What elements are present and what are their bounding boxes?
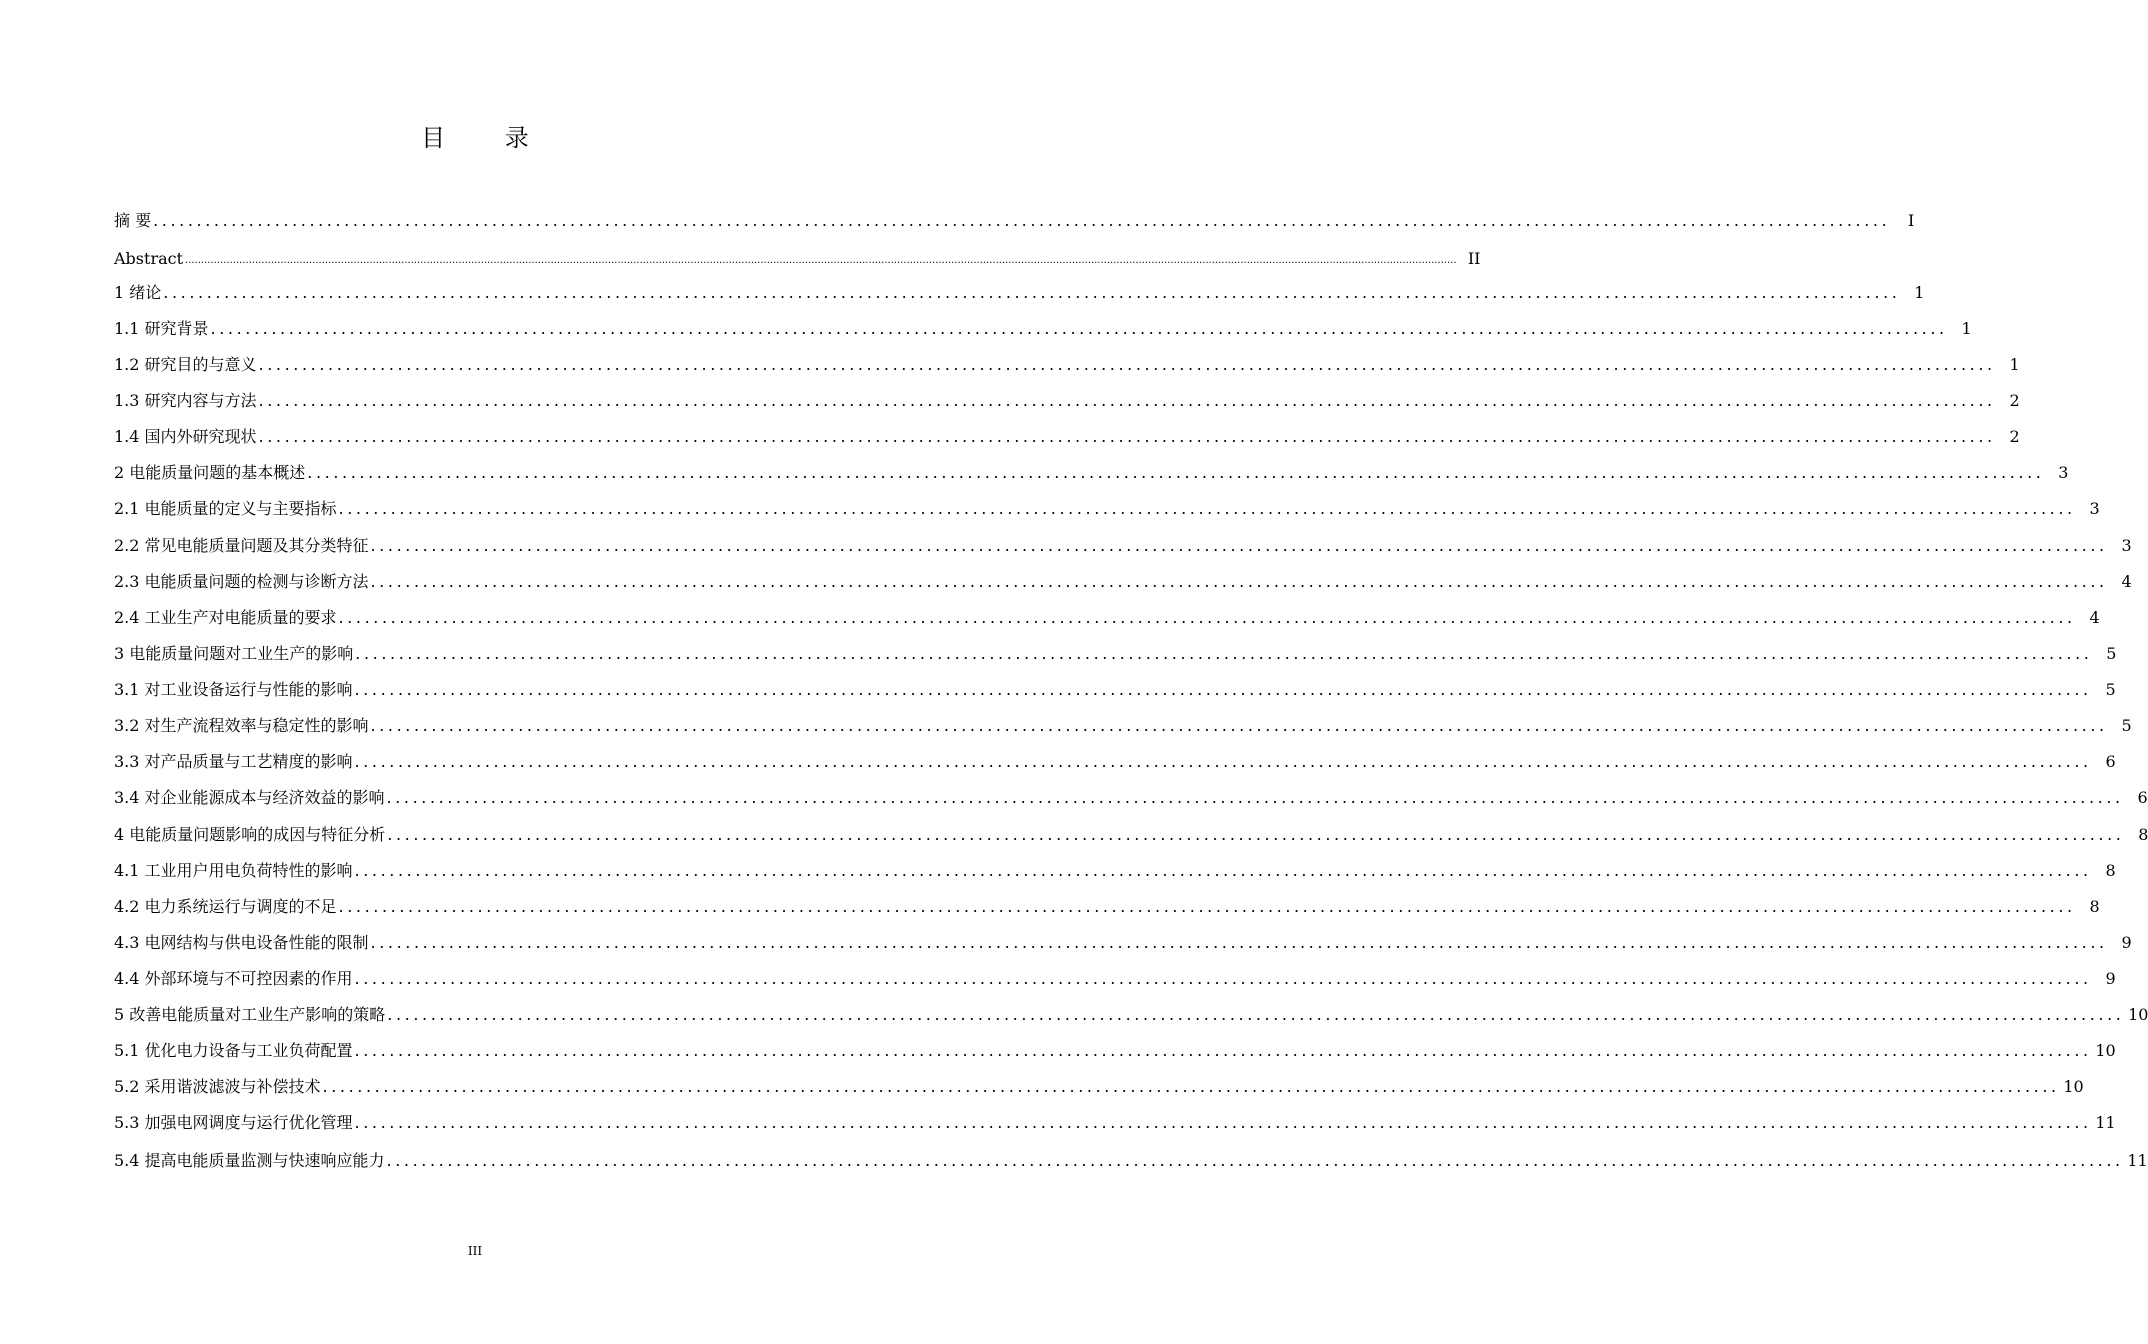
page-number: III [467, 1244, 483, 1258]
toc-entry-page: 1 [2009, 355, 2020, 374]
toc-entry[interactable] [114, 605, 2100, 629]
toc-dot-leader: ........................................................................................................................................................................................................ [258, 427, 1996, 446]
toc-entry[interactable] [114, 533, 2132, 557]
toc-entry[interactable] [114, 1148, 2148, 1172]
toc-entry-label: 5.4 提高电能质量监测与快速响应能力 [114, 1151, 385, 1170]
toc-entry[interactable] [114, 424, 2020, 448]
toc-entry-label: 4 电能质量问题影响的成因与特征分析 [114, 825, 386, 844]
toc-entry[interactable] [114, 1110, 2116, 1134]
toc-dot-leader: ........................................................................................................................................................................................................ [354, 1113, 2092, 1132]
toc-entry-page: 6 [2137, 788, 2148, 807]
toc-entry-page: 2 [2009, 391, 2020, 410]
toc-entry-label: 2.1 电能质量的定义与主要指标 [114, 499, 337, 518]
toc-dot-leader: ........................................................................................................................................................................................................ [354, 680, 2092, 699]
toc-entry[interactable] [114, 677, 2116, 701]
toc-dot-leader: ........................................................................................................................................................................................................ [258, 355, 1996, 374]
toc-entry-label: 5.2 采用谐波滤波与补偿技术 [114, 1077, 321, 1096]
toc-entry-label: 2.4 工业生产对电能质量的要求 [114, 608, 337, 627]
toc-dot-leader: ........................................................................................................................................................................................................ [163, 283, 1901, 302]
toc-entry[interactable] [114, 822, 2148, 846]
toc-entry[interactable] [114, 1074, 2084, 1098]
toc-entry-label: 4.4 外部环境与不可控因素的作用 [114, 969, 353, 988]
toc-dot-leader: ........................................................................................................................................................................................................ [387, 1005, 2125, 1024]
toc-entry-label: 1.2 研究目的与意义 [114, 355, 257, 374]
toc-entry-label: 2 电能质量问题的基本概述 [114, 463, 306, 482]
toc-entry-label: 4.1 工业用户用电负荷特性的影响 [114, 861, 353, 880]
toc-entry-label: 1 绪论 [114, 283, 162, 302]
toc-entry-label: 3.1 对工业设备运行与性能的影响 [114, 680, 353, 699]
toc-dot-leader: ........................................................................................................................................................................................................ [338, 608, 2076, 627]
toc-dot-leader: ........................................................................................................................................................................................................ [354, 1041, 2092, 1060]
toc-entry-page: 10 [2128, 1005, 2148, 1024]
toc-dot-leader: ........................................................................................................................................................................................................ [338, 897, 2076, 916]
toc-entry-page: 5 [2105, 680, 2116, 699]
toc-dot-leader: ........................................................................................................................................................................................................ [370, 572, 2108, 591]
toc-entry-page: 4 [2089, 608, 2100, 627]
toc-entry-page: 8 [2089, 897, 2100, 916]
toc-entry-label: 摘 要 [114, 211, 152, 230]
toc-entry[interactable] [114, 930, 2132, 954]
toc-entry-page: 5 [2106, 644, 2117, 663]
toc-entry-page: II [1467, 249, 1481, 268]
toc-entry[interactable] [114, 749, 2116, 773]
toc-entry-label: 3.3 对产品质量与工艺精度的影响 [114, 752, 353, 771]
toc-dot-leader: ........................................................................................................................................................................................................ [355, 644, 2093, 663]
toc-entry-label: 1.1 研究背景 [114, 319, 209, 338]
toc-entry-page: 4 [2121, 572, 2132, 591]
toc-entry[interactable] [114, 352, 2020, 376]
toc-entry-page: 3 [2089, 499, 2100, 518]
toc-entry-label: 5.1 优化电力设备与工业负荷配置 [114, 1041, 353, 1060]
toc-entry-page: 1 [1914, 283, 1925, 302]
toc-dot-leader: ........................................................................................................................................................................................................ [354, 969, 2092, 988]
toc-entry-page: 8 [2105, 861, 2116, 880]
toc-entry[interactable] [114, 641, 2117, 665]
toc-dot-leader: ........................................................................................................................................................................................................ [354, 861, 2092, 880]
toc-entry-page: 3 [2121, 536, 2132, 555]
toc-entry-page: 2 [2009, 427, 2020, 446]
toc-entry[interactable] [114, 713, 2132, 737]
toc-entry-page: 11 [2127, 1151, 2148, 1170]
toc-entry-page: 3 [2058, 463, 2069, 482]
toc-dot-leader: ........................................................................................................................................................................................................ [387, 825, 2125, 844]
toc-entry-page: 10 [2063, 1077, 2084, 1096]
toc-entry[interactable] [114, 388, 2020, 412]
toc-entry-label: 1.3 研究内容与方法 [114, 391, 257, 410]
toc-entry[interactable] [114, 966, 2116, 990]
toc-dot-leader: ........................................................................................................................................................................................................ [370, 716, 2108, 735]
toc-entry-label: 4.2 电力系统运行与调度的不足 [114, 897, 337, 916]
toc-entry-label: 3.2 对生产流程效率与稳定性的影响 [114, 716, 369, 735]
toc-entry-label: 2.3 电能质量问题的检测与诊断方法 [114, 572, 369, 591]
toc-dot-leader: ........................................................................................................................................................................................................ [370, 536, 2108, 555]
toc-entry[interactable] [114, 496, 2100, 520]
toc-entry[interactable] [114, 1038, 2116, 1062]
toc-entry[interactable] [114, 894, 2100, 918]
toc-entry-label: 2.2 常见电能质量问题及其分类特征 [114, 536, 369, 555]
toc-entry-label: 1.4 国内外研究现状 [114, 427, 257, 446]
toc-entry-page: 6 [2105, 752, 2116, 771]
toc-dot-leader: ........................................................................................................................................................................................................ [153, 211, 1891, 230]
toc-entry-label: 4.3 电网结构与供电设备性能的限制 [114, 933, 369, 952]
toc-dot-leader: ........................................................................................................................................................................................................ [258, 391, 1996, 410]
toc-dot-leader: ........................................................................................................................................................................................................ [386, 788, 2124, 807]
toc-dot-leader: ................................................................................................................................................................................................................................................................................................................................................................................................................ [185, 255, 1457, 266]
toc-entry[interactable] [114, 569, 2132, 593]
toc-entry-label: 3.4 对企业能源成本与经济效益的影响 [114, 788, 385, 807]
toc-entry[interactable] [114, 785, 2148, 809]
toc-entry[interactable] [114, 280, 1925, 304]
toc-dot-leader: ........................................................................................................................................................................................................ [322, 1077, 2060, 1096]
toc-entry[interactable] [114, 208, 1915, 232]
toc-entry-page: I [1907, 211, 1915, 230]
toc-dot-leader: ........................................................................................................................................................................................................ [210, 319, 1948, 338]
toc-entry-label: 5.3 加强电网调度与运行优化管理 [114, 1113, 353, 1132]
toc-entry-page: 1 [1961, 319, 1972, 338]
toc-entry-page: 11 [2095, 1113, 2116, 1132]
toc-entry[interactable] [114, 460, 2069, 484]
page-title: 目 录 [421, 124, 555, 152]
toc-entry-label: Abstract [114, 249, 184, 268]
toc-entry-label: 5 改善电能质量对工业生产影响的策略 [114, 1005, 386, 1024]
toc-entry-page: 8 [2138, 825, 2148, 844]
toc-entry[interactable] [114, 858, 2116, 882]
toc-entry-page: 9 [2121, 933, 2132, 952]
toc-dot-leader: ........................................................................................................................................................................................................ [307, 463, 2045, 482]
toc-entry[interactable] [114, 246, 1481, 270]
toc-entry[interactable] [114, 316, 1972, 340]
toc-dot-leader: ........................................................................................................................................................................................................ [338, 499, 2076, 518]
toc-dot-leader: ........................................................................................................................................................................................................ [354, 752, 2092, 771]
toc-entry-page: 9 [2105, 969, 2116, 988]
toc-entry-page: 5 [2121, 716, 2132, 735]
toc-dot-leader: ........................................................................................................................................................................................................ [370, 933, 2108, 952]
toc-dot-leader: ........................................................................................................................................................................................................ [386, 1151, 2124, 1170]
toc-entry-page: 10 [2095, 1041, 2116, 1060]
toc-entry[interactable] [114, 1002, 2148, 1026]
toc-entry-label: 3 电能质量问题对工业生产的影响 [114, 644, 354, 663]
